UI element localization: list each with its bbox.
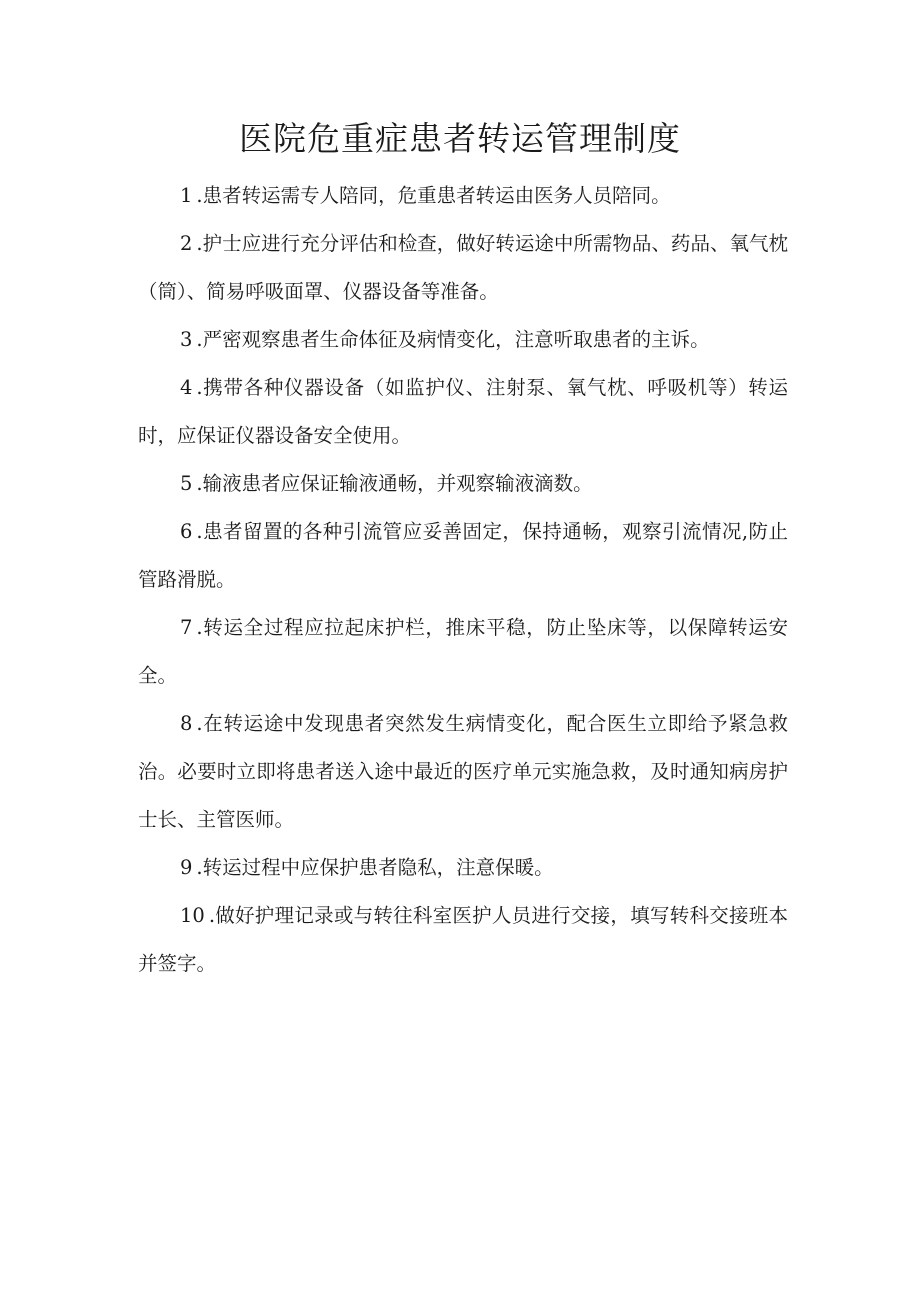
item-text: .携带各种仪器设备（如监护仪、注射泵、氧气枕、呼吸机等）转运时，应保证仪器设备安全使用。	[138, 376, 788, 447]
item-number: 2	[180, 232, 193, 255]
list-item	[138, 460, 788, 508]
list-item	[138, 316, 788, 364]
item-text: .做好护理记录或与转往科室医护人员进行交接，填写转科交接班本并签字。	[138, 904, 788, 975]
item-number: 6	[180, 520, 193, 543]
item-text: .转运全过程应拉起床护栏，推床平稳，防止坠床等，以保障转运安全。	[138, 616, 788, 687]
list-item	[138, 844, 788, 892]
item-number: 4	[180, 376, 193, 399]
item-number: 3	[180, 328, 193, 351]
document-body	[138, 172, 788, 988]
item-number: 7	[180, 616, 193, 639]
item-text: .护士应进行充分评估和检查，做好转运途中所需物品、药品、氧气枕（筒）、简易呼吸面罩、仪器设备等准备。	[138, 232, 788, 303]
list-item	[138, 892, 788, 988]
item-number: 10	[180, 904, 205, 927]
item-text: .输液患者应保证输液通畅，并观察输液滴数。	[196, 472, 593, 495]
item-number: 9	[180, 856, 193, 879]
list-item	[138, 604, 788, 700]
item-text: .在转运途中发现患者突然发生病情变化，配合医生立即给予紧急救治。必要时立即将患者送入途中最近的医疗单元实施急救，及时通知病房护士长、主管医师。	[138, 712, 788, 831]
list-item	[138, 172, 788, 220]
item-text: .患者转运需专人陪同，危重患者转运由医务人员陪同。	[196, 184, 671, 207]
item-number: 5	[180, 472, 193, 495]
item-number: 1	[180, 184, 193, 207]
item-text: .转运过程中应保护患者隐私，注意保暖。	[196, 856, 554, 879]
item-text: .患者留置的各种引流管应妥善固定，保持通畅，观察引流情况,防止管路滑脱。	[138, 520, 788, 591]
item-text: .严密观察患者生命体征及病情变化，注意听取患者的主诉。	[196, 328, 710, 351]
item-number: 8	[180, 712, 193, 735]
list-item	[138, 364, 788, 460]
list-item	[138, 220, 788, 316]
list-item	[138, 508, 788, 604]
document-title: 医院危重症患者转运管理制度	[239, 119, 681, 158]
list-item	[138, 700, 788, 844]
